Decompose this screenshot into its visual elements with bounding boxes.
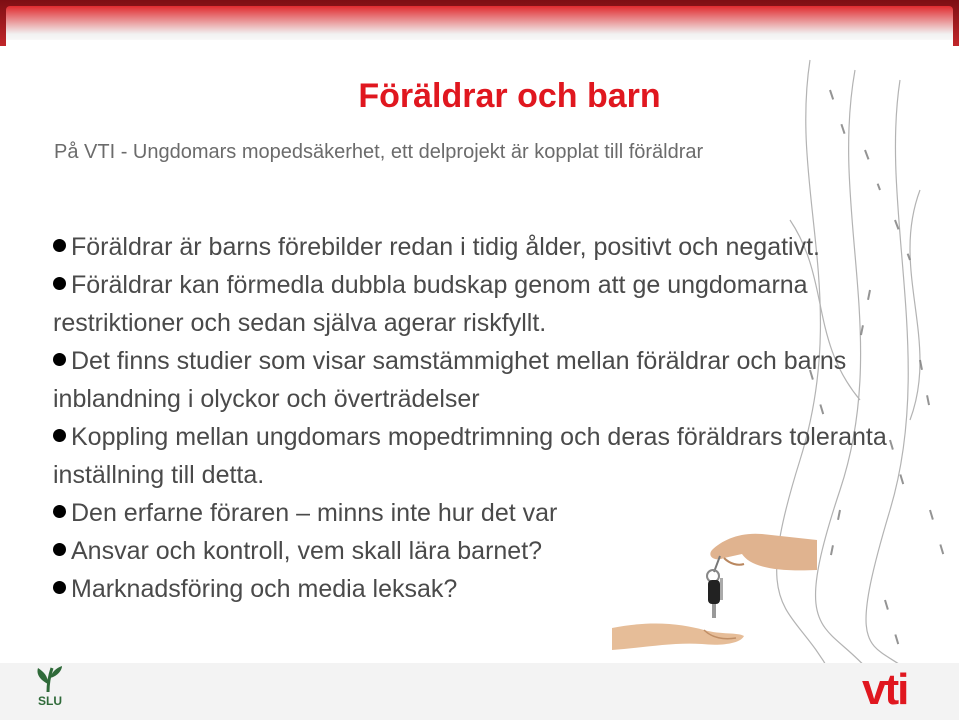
footer-bar	[0, 663, 959, 720]
bullet-dot-icon	[53, 543, 66, 556]
slide-intro: På VTI - Ungdomars mopedsäkerhet, ett delprojekt är kopplat till föräldrar	[54, 141, 704, 163]
bullet-dot-icon	[53, 505, 66, 518]
bullet-text: Den erfarne föraren – minns inte hur det var	[71, 499, 558, 527]
bullet-text: Föräldrar är barns förebilder redan i tidig ålder, positivt och negativt.	[71, 233, 820, 261]
bullet-text: Marknadsföring och media leksak?	[71, 575, 458, 603]
bullet-text: Koppling mellan ungdomars mopedtrimning och deras föräldrars toleranta inställning till detta.	[53, 423, 887, 489]
car-keys-handover-image	[612, 520, 817, 655]
bullet-dot-icon	[53, 239, 66, 252]
bullet-dot-icon	[53, 277, 66, 290]
bullet-item	[53, 228, 913, 266]
slide-title: Föräldrar och barn	[358, 77, 661, 115]
bullet-text: Föräldrar kan förmedla dubbla budskap genom att ge ungdomarna restriktioner och sedan själva agerar riskfyllt.	[53, 271, 808, 337]
bullet-item	[53, 418, 913, 494]
vti-logo: vti	[862, 665, 908, 714]
bullet-dot-icon	[53, 353, 66, 366]
bullet-dot-icon	[53, 581, 66, 594]
slu-logo-text: SLU	[38, 694, 62, 708]
bullet-text: Det finns studier som visar samstämmighet mellan föräldrar och barns inblandning i olyckor och överträdelser	[53, 347, 847, 413]
bullet-item	[53, 266, 913, 342]
bullet-text: Ansvar och kontroll, vem skall lära barnet?	[71, 537, 543, 565]
bullet-dot-icon	[53, 429, 66, 442]
bullet-item	[53, 342, 913, 418]
